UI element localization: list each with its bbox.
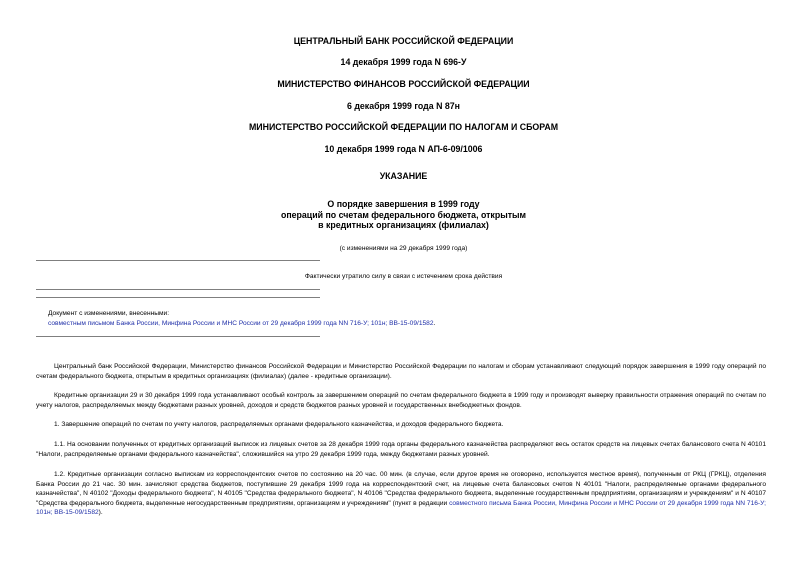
- title-line-1: О порядке завершения в 1999 году: [327, 199, 480, 209]
- paragraph-1-2: [36, 470, 766, 518]
- divider-3: [36, 297, 320, 298]
- title-line-3: в кредитных организациях (филиалах): [318, 220, 489, 230]
- divider-1: [36, 260, 320, 261]
- issuer-mns: МИНИСТЕРСТВО РОССИЙСКОЙ ФЕДЕРАЦИИ ПО НАЛОГАМ И СБОРАМ: [248, 122, 559, 132]
- paragraph-1-2-suffix: ).: [98, 509, 103, 517]
- changes-link[interactable]: совместным письмом Банка России, Минфина России и МНС России от 29 декабря 1999 года NN 716-У; 101н; ВВ-15-09/1582: [48, 320, 434, 327]
- changes-suffix: .: [433, 320, 436, 327]
- title-line-2: операций по счетам федерального бюджета, открытым: [280, 209, 527, 220]
- issuer-central-bank-date: 14 декабря 1999 года N 696-У: [340, 57, 467, 67]
- divider-4: [36, 336, 320, 337]
- paragraph-1-1: 1.1. На основании полученных от кредитных организаций выписок из лицевых счетов за 28 декабря 1999 года органы федерального казначейства распределяют весь остаток средств на лицевых счетах балансового счета N 40101 "Налоги, распределяемые органами федерального казначейства", сложившийся на утро 29 декабря 1999 года, между бюджетами разных уровней.: [36, 441, 766, 458]
- issuer-minfin: МИНИСТЕРСТВО ФИНАНСОВ РОССИЙСКОЙ ФЕДЕРАЦИИ: [277, 79, 530, 89]
- divider-2: [36, 289, 320, 290]
- paragraph-1-2-text: 1.2. Кредитные организации согласно выпискам из корреспондентских счетов по состоянию на 20 час. 00 мин. (в случае, если другое время не оговорено, используется местное время), полученным от РКЦ (ГРКЦ), отделения Банка России до 21 час. 30 мин. зачисляют средства бюджетов, поступившие 29 декабря 1999 года на корреспондентский счет, на лицевые счета балансовых счетов N 40101 "Налоги, распределяемые органами федерального казначейства", N 40102 "Доходы федерального бюджета", N 40105 "Средства федерального бюджета", N 40106 "Средства федерального бюджета, выделенные государственным предприятиям, организациям и учреждениям" и N 40107 "Средства федерального бюджета, выделенные негосударственным предприятиям, организациям и учреждениям" (пункт в редакции: [36, 471, 766, 507]
- issuer-minfin-date: 6 декабря 1999 года N 87н: [346, 101, 460, 111]
- paragraph-section-1: 1. Завершение операций по счетам по учету налогов, распределяемых органами федерального казначейства, и доходов федерального бюджета.: [54, 421, 504, 428]
- issuer-mns-date: 10 декабря 1999 года N АП-6-09/1006: [324, 144, 483, 154]
- changes-label: Документ с изменениями, внесенными:: [48, 310, 170, 317]
- document-type: УКАЗАНИЕ: [379, 171, 428, 181]
- paragraph-1-2-link[interactable]: совместного письма Банка России, Минфина России и МНС России от 29 декабря 1999 года NN 716-У; 101н; ВВ-15-09/1582: [36, 499, 766, 517]
- paragraph-preamble: Центральный банк Российской Федерации, Министерство финансов Российской Федерации и Министерство Российской Федерации по налогам и сборам устанавливают следующий порядок завершения в 1999 году операций по счетам федерального бюджета, открытым в кредитных организациях (филиалах) (далее - кредитные организации).: [36, 363, 766, 380]
- issuer-central-bank: ЦЕНТРАЛЬНЫЙ БАНК РОССИЙСКОЙ ФЕДЕРАЦИИ: [293, 36, 514, 46]
- changes-line: [48, 320, 435, 328]
- status-note: Фактически утратило силу в связи с истечением срока действия: [304, 273, 503, 280]
- document-title: [0, 199, 807, 231]
- amended-note: (с изменениями на 29 декабря 1999 года): [339, 245, 468, 252]
- paragraph-control: Кредитные организации 29 и 30 декабря 1999 года устанавливают особый контроль за завершением операций по счетам федерального бюджета в 1999 году и производят выверку правильности отражения операций по счетам по учету налогов, распределяемых между бюджетами разных уровней, доходов и средств бюджетов разных уровней и государственных внебюджетных фондов.: [36, 392, 766, 409]
